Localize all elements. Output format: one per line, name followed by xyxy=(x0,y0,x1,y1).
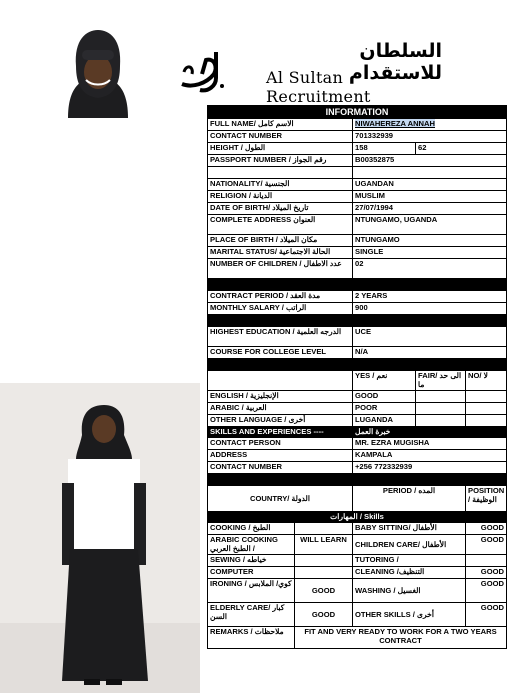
nationality-value: UGANDAN xyxy=(353,179,507,191)
contact-value: 701332939 xyxy=(353,131,507,143)
row-nationality xyxy=(208,179,507,191)
salary-value: 900 xyxy=(353,303,507,315)
row-salary xyxy=(208,303,507,315)
exp-number-label: CONTACT NUMBER xyxy=(208,462,353,474)
sewing-value xyxy=(295,555,353,567)
contact-label: CONTACT NUMBER xyxy=(208,131,353,143)
washing-value: GOOD xyxy=(466,579,507,603)
row-education xyxy=(208,327,507,347)
college-value: N/A xyxy=(353,347,507,359)
row-name xyxy=(208,119,507,131)
row-other-language xyxy=(208,415,507,427)
english-value: GOOD xyxy=(353,391,416,403)
remarks-value: FIT AND VERY READY TO WORK FOR A TWO YEARS CONTRACT xyxy=(295,627,507,649)
height-label: HEIGHT / الطول xyxy=(208,143,353,155)
row-sewing xyxy=(208,555,507,567)
sewing-label: SEWING / خياطه xyxy=(208,555,295,567)
company-name-arabic: السلطان للاستقدام xyxy=(348,40,442,84)
row-computer xyxy=(208,567,507,579)
exp-number-value: +256 772332939 xyxy=(353,462,507,474)
height-value: 158 xyxy=(353,143,416,155)
washing-label: WASHING / الغسيل xyxy=(353,579,466,603)
name-value: NIWAHEREZA ANNAH xyxy=(355,119,436,128)
dob-label: DATE OF BIRTH/ تاريخ الميلاد xyxy=(208,203,353,215)
exp-address-label: ADDRESS xyxy=(208,450,353,462)
contract-period-value: 2 YEARS xyxy=(353,291,507,303)
company-logo-icon xyxy=(176,44,228,96)
address-label: COMPLETE ADDRESS العنوان xyxy=(208,215,353,235)
contact-person-value: MR. EZRA MUGISHA xyxy=(353,438,507,450)
weight-value: 62 xyxy=(416,143,507,155)
computer-label: COMPUTER xyxy=(208,567,295,579)
education-value: UCE xyxy=(353,327,507,347)
row-marital xyxy=(208,247,507,259)
cleaning-label: CLEANING /التنظيف xyxy=(353,567,466,579)
baby-value: GOOD xyxy=(466,523,507,535)
college-label: COURSE FOR COLLEGE LEVEL xyxy=(208,347,353,359)
position-label: POSITION / الوظيفة xyxy=(466,486,507,512)
row-contract-period xyxy=(208,291,507,303)
contract-period-label: CONTRACT PERIOD / مدة العقد xyxy=(208,291,353,303)
row-arabic xyxy=(208,403,507,415)
children-care-label: CHILDREN CARE/ الأطفال xyxy=(353,535,466,555)
education-label: HIGHEST EDUCATION / الدرجه العلمية xyxy=(208,327,353,347)
other-language-value: LUGANDA xyxy=(353,415,416,427)
exp-address-value: KAMPALA xyxy=(353,450,507,462)
arabic-cooking-value: WILL LEARN xyxy=(295,535,353,555)
pob-value: NTUNGAMO xyxy=(353,235,507,247)
experience-title: SKILLS AND EXPERIENCES ---- xyxy=(208,427,353,438)
row-dob xyxy=(208,203,507,215)
arabic-cooking-label: ARABIC COOKING الطبخ العربي / xyxy=(208,535,295,555)
fair-label: FAIR/ الى حد ما xyxy=(416,371,466,391)
religion-label: RELIGION / الديانة xyxy=(208,191,353,203)
other-skills-value: GOOD xyxy=(466,603,507,627)
row-exp-number xyxy=(208,462,507,474)
company-name-english: Al Sultan Recruitment xyxy=(266,68,371,106)
nationality-label: NATIONALITY/ الجنسية xyxy=(208,179,353,191)
children-value: 02 xyxy=(353,259,507,279)
computer-value xyxy=(295,567,353,579)
english-label: ENGLISH / الإنجليزية xyxy=(208,391,353,403)
passport-label: PASSPORT NUMBER / رقم الجواز xyxy=(208,155,353,167)
row-ironing xyxy=(208,579,507,603)
period-label: PERIOD / المده xyxy=(353,486,466,512)
headshot-photo xyxy=(62,26,134,118)
arabic-label: ARABIC / العربية xyxy=(208,403,353,415)
row-children xyxy=(208,259,507,279)
row-skills-title xyxy=(208,512,507,523)
tutoring-label: TUTORING / xyxy=(353,555,466,567)
contact-person-label: CONTACT PERSON xyxy=(208,438,353,450)
experience-title-arabic: خبرة العمل xyxy=(353,427,507,438)
row-language-header xyxy=(208,371,507,391)
elderly-value: GOOD xyxy=(295,603,353,627)
row-height xyxy=(208,143,507,155)
row-contact-person xyxy=(208,438,507,450)
dob-value: 27/07/1994 xyxy=(353,203,507,215)
yes-label: YES / نعم xyxy=(353,371,416,391)
ironing-label: IRONING / كوي/ الملابس xyxy=(208,579,295,603)
skills-title: المهارات / Skills xyxy=(208,512,507,523)
passport-value: B00352875 xyxy=(353,155,507,167)
marital-label: MARITAL STATUS/ الحالة الاجتماعية xyxy=(208,247,353,259)
no-label: NO/ لا xyxy=(466,371,507,391)
row-elderly xyxy=(208,603,507,627)
cooking-value xyxy=(295,523,353,535)
row-remarks xyxy=(208,627,507,649)
row-religion xyxy=(208,191,507,203)
other-skills-label: OTHER SKILLS / أخرى xyxy=(353,603,466,627)
row-pob xyxy=(208,235,507,247)
row-college xyxy=(208,347,507,359)
address-value: NTUNGAMO, UGANDA xyxy=(353,215,507,235)
name-label: FULL NAME/ الاسم كامل xyxy=(208,119,353,131)
other-language-label: OTHER LANGUAGE / أخرى xyxy=(208,415,353,427)
row-address xyxy=(208,215,507,235)
remarks-label: REMARKS / ملاحظات xyxy=(208,627,295,649)
marital-value: SINGLE xyxy=(353,247,507,259)
info-header: INFORMATION xyxy=(208,106,507,119)
children-label: NUMBER OF CHILDREN / عدد الاطفال xyxy=(208,259,353,279)
row-passport xyxy=(208,155,507,167)
salary-label: MONTHLY SALARY / الراتب xyxy=(208,303,353,315)
row-exp-address xyxy=(208,450,507,462)
cleaning-value: GOOD xyxy=(466,567,507,579)
ironing-value: GOOD xyxy=(295,579,353,603)
row-arabic-cooking xyxy=(208,535,507,555)
row-experience-title xyxy=(208,427,507,438)
row-english xyxy=(208,391,507,403)
cv-table xyxy=(207,105,507,649)
tutoring-value xyxy=(466,555,507,567)
elderly-label: ELDERLY CARE/ كبار السن xyxy=(208,603,295,627)
children-care-value: GOOD xyxy=(466,535,507,555)
row-cooking xyxy=(208,523,507,535)
arabic-value: POOR xyxy=(353,403,416,415)
baby-label: BABY SITTING/ الأطفال xyxy=(353,523,466,535)
country-label: COUNTRY/ الدولة xyxy=(208,486,353,512)
pob-label: PLACE OF BIRTH / مكان الميلاد xyxy=(208,235,353,247)
row-contact xyxy=(208,131,507,143)
full-body-photo xyxy=(0,383,200,693)
religion-value: MUSLIM xyxy=(353,191,507,203)
row-country-header xyxy=(208,486,507,512)
cooking-label: COOKING / الطبخ xyxy=(208,523,295,535)
